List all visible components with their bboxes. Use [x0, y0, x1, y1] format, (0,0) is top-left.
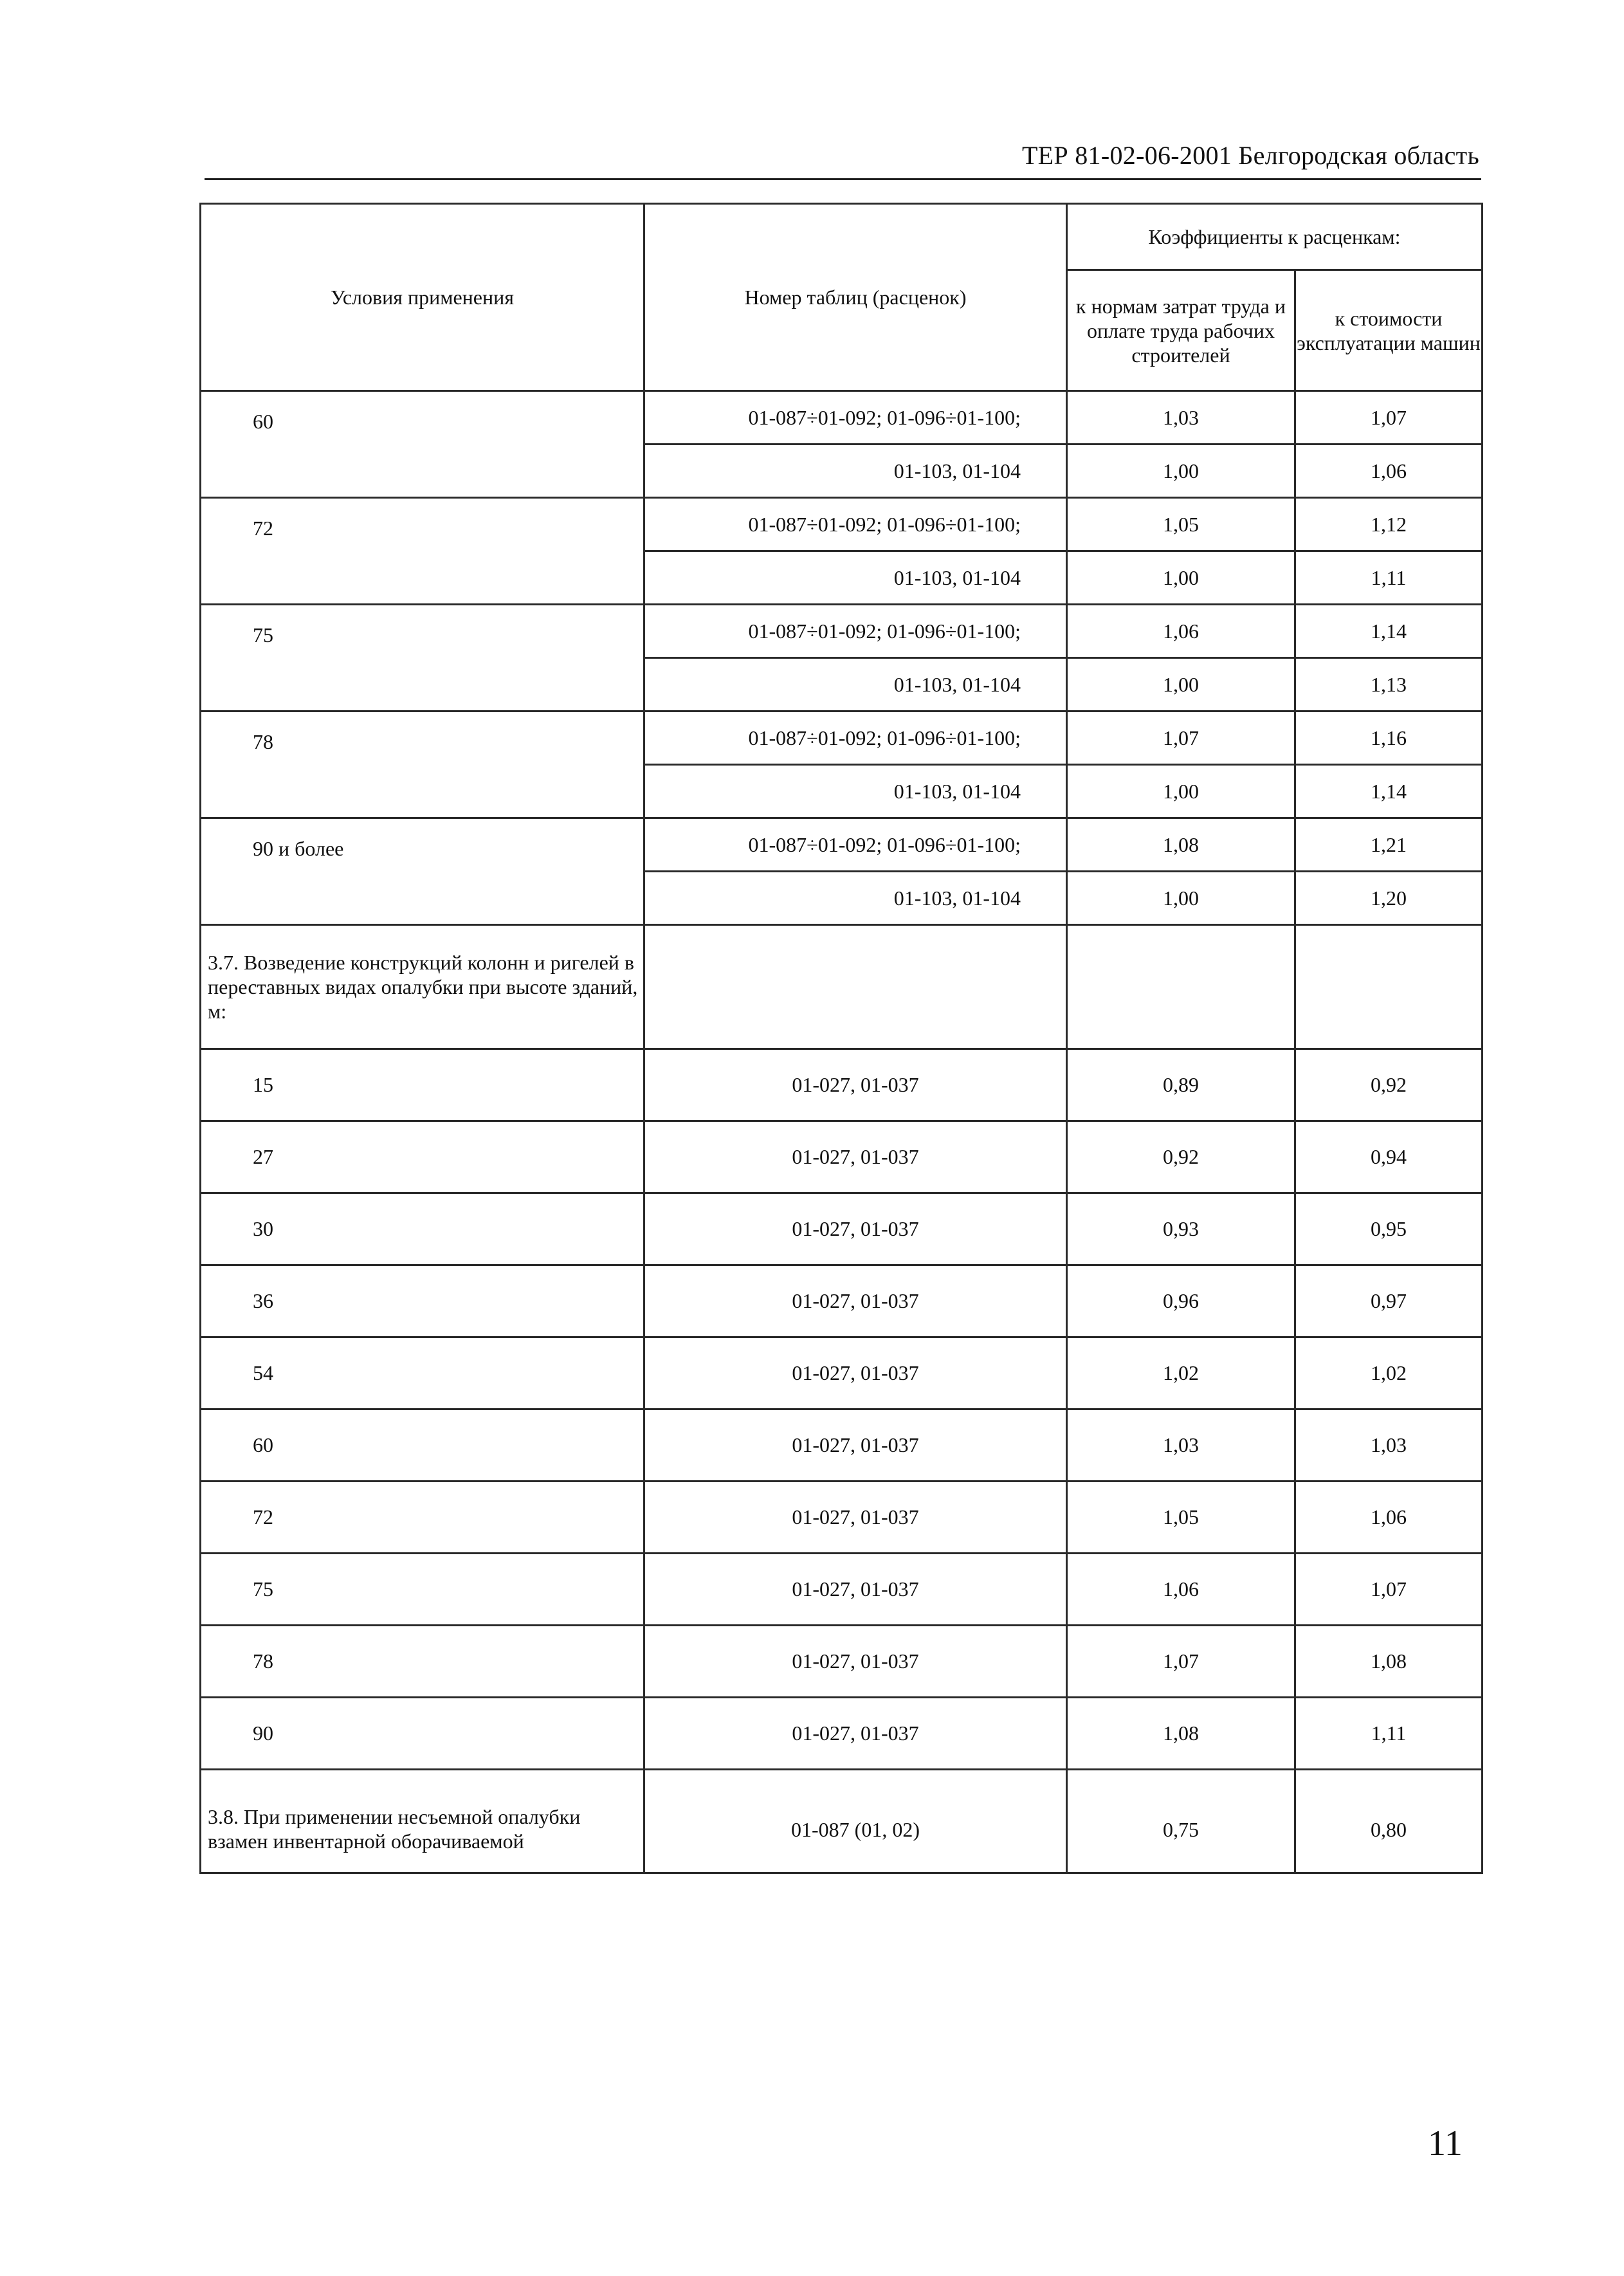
condition-cell: 27 — [201, 1121, 644, 1193]
labor-coef-cell: 0,89 — [1067, 1049, 1295, 1121]
table-row — [201, 605, 1483, 658]
header-coef-group: Коэффициенты к расценкам: — [1067, 204, 1483, 270]
table-row — [201, 391, 1483, 445]
machines-coef-cell: 0,95 — [1295, 1193, 1483, 1265]
section-3-8-text: 3.8. При применении несъемной опалубки взамен инвентарной оборачиваемой — [201, 1770, 644, 1873]
labor-coef-cell: 1,08 — [1067, 818, 1295, 872]
tables-cell: 01-027, 01-037 — [644, 1337, 1067, 1409]
header-machines: к стоимости эксплуатации машин — [1295, 270, 1483, 391]
condition-cell: 72 — [201, 1482, 644, 1554]
machines-coef-cell: 1,07 — [1295, 391, 1483, 445]
table-row — [201, 818, 1483, 872]
table-row — [201, 1626, 1483, 1698]
empty-cell — [644, 925, 1067, 1049]
condition-cell: 30 — [201, 1193, 644, 1265]
labor-coef-cell: 1,02 — [1067, 1337, 1295, 1409]
machines-coef-cell: 1,07 — [1295, 1554, 1483, 1626]
tables-cell: 01-103, 01-104 — [644, 445, 1067, 498]
tables-cell: 01-027, 01-037 — [644, 1265, 1067, 1337]
labor-coef-cell: 1,00 — [1067, 872, 1295, 925]
condition-cell: 15 — [201, 1049, 644, 1121]
condition-cell: 75 — [201, 605, 644, 711]
tables-cell: 01-027, 01-037 — [644, 1193, 1067, 1265]
machines-coef-cell: 1,13 — [1295, 658, 1483, 711]
table-row — [201, 1049, 1483, 1121]
tables-cell: 01-103, 01-104 — [644, 765, 1067, 818]
empty-cell — [1067, 925, 1295, 1049]
condition-cell: 78 — [201, 1626, 644, 1698]
table-row — [201, 1409, 1483, 1482]
labor-coef-cell: 1,00 — [1067, 765, 1295, 818]
machines-coef-cell: 0,97 — [1295, 1265, 1483, 1337]
table-row — [201, 1554, 1483, 1626]
table-row — [201, 498, 1483, 551]
condition-cell: 90 и более — [201, 818, 644, 925]
condition-cell: 60 — [201, 1409, 644, 1482]
coefficients-table — [199, 203, 1483, 1874]
labor-coef-cell: 0,75 — [1067, 1770, 1295, 1873]
labor-coef-cell: 1,08 — [1067, 1698, 1295, 1770]
labor-coef-cell: 0,96 — [1067, 1265, 1295, 1337]
table-row — [201, 1265, 1483, 1337]
machines-coef-cell: 1,20 — [1295, 872, 1483, 925]
table-row — [201, 1337, 1483, 1409]
machines-coef-cell: 1,06 — [1295, 1482, 1483, 1554]
labor-coef-cell: 1,07 — [1067, 1626, 1295, 1698]
labor-coef-cell: 0,93 — [1067, 1193, 1295, 1265]
machines-coef-cell: 1,02 — [1295, 1337, 1483, 1409]
machines-coef-cell: 1,14 — [1295, 605, 1483, 658]
header-tables: Номер таблиц (расценок) — [644, 204, 1067, 391]
section-3-7-text: 3.7. Возведение конструкций колонн и ригелей в переставных видах опалубки при высоте зданий, м: — [201, 925, 644, 1049]
tables-cell: 01-027, 01-037 — [644, 1698, 1067, 1770]
header-labor: к нормам затрат труда и оплате труда рабочих строителей — [1067, 270, 1295, 391]
labor-coef-cell: 0,92 — [1067, 1121, 1295, 1193]
labor-coef-cell: 1,00 — [1067, 445, 1295, 498]
labor-coef-cell: 1,07 — [1067, 711, 1295, 765]
condition-cell: 54 — [201, 1337, 644, 1409]
condition-cell: 72 — [201, 498, 644, 605]
machines-coef-cell: 1,21 — [1295, 818, 1483, 872]
table-row — [201, 1698, 1483, 1770]
table-row — [201, 1482, 1483, 1554]
labor-coef-cell: 1,05 — [1067, 498, 1295, 551]
machines-coef-cell: 1,11 — [1295, 551, 1483, 605]
machines-coef-cell: 1,16 — [1295, 711, 1483, 765]
section-3-8-row — [201, 1770, 1483, 1873]
page-number: 11 — [1428, 2124, 1463, 2163]
tables-cell: 01-087÷01-092; 01-096÷01-100; — [644, 711, 1067, 765]
section-3-7-row — [201, 925, 1483, 1049]
tables-cell: 01-087÷01-092; 01-096÷01-100; — [644, 391, 1067, 445]
tables-cell: 01-027, 01-037 — [644, 1482, 1067, 1554]
machines-coef-cell: 1,11 — [1295, 1698, 1483, 1770]
condition-cell: 75 — [201, 1554, 644, 1626]
condition-cell: 36 — [201, 1265, 644, 1337]
tables-cell: 01-103, 01-104 — [644, 551, 1067, 605]
machines-coef-cell: 1,12 — [1295, 498, 1483, 551]
machines-coef-cell: 1,14 — [1295, 765, 1483, 818]
labor-coef-cell: 1,00 — [1067, 658, 1295, 711]
tables-cell: 01-027, 01-037 — [644, 1049, 1067, 1121]
condition-cell: 90 — [201, 1698, 644, 1770]
tables-cell: 01-087÷01-092; 01-096÷01-100; — [644, 605, 1067, 658]
machines-coef-cell: 1,08 — [1295, 1626, 1483, 1698]
table-row — [201, 711, 1483, 765]
table-row — [201, 1193, 1483, 1265]
document-header: ТЕР 81-02-06-2001 Белгородская область — [1021, 141, 1479, 170]
tables-cell: 01-027, 01-037 — [644, 1409, 1067, 1482]
header-conditions: Условия применения — [201, 204, 644, 391]
empty-cell — [1295, 925, 1483, 1049]
table-header-row — [201, 204, 1483, 270]
tables-cell: 01-087÷01-092; 01-096÷01-100; — [644, 818, 1067, 872]
machines-coef-cell: 0,92 — [1295, 1049, 1483, 1121]
tables-cell: 01-027, 01-037 — [644, 1121, 1067, 1193]
labor-coef-cell: 1,05 — [1067, 1482, 1295, 1554]
tables-cell: 01-103, 01-104 — [644, 658, 1067, 711]
header-rule — [205, 178, 1481, 180]
tables-cell: 01-087 (01, 02) — [644, 1770, 1067, 1873]
machines-coef-cell: 1,03 — [1295, 1409, 1483, 1482]
tables-cell: 01-103, 01-104 — [644, 872, 1067, 925]
tables-cell: 01-027, 01-037 — [644, 1554, 1067, 1626]
machines-coef-cell: 0,80 — [1295, 1770, 1483, 1873]
machines-coef-cell: 1,06 — [1295, 445, 1483, 498]
condition-cell: 78 — [201, 711, 644, 818]
condition-cell: 60 — [201, 391, 644, 498]
labor-coef-cell: 1,06 — [1067, 1554, 1295, 1626]
labor-coef-cell: 1,06 — [1067, 605, 1295, 658]
tables-cell: 01-027, 01-037 — [644, 1626, 1067, 1698]
machines-coef-cell: 0,94 — [1295, 1121, 1483, 1193]
table-row — [201, 1121, 1483, 1193]
tables-cell: 01-087÷01-092; 01-096÷01-100; — [644, 498, 1067, 551]
labor-coef-cell: 1,00 — [1067, 551, 1295, 605]
labor-coef-cell: 1,03 — [1067, 1409, 1295, 1482]
labor-coef-cell: 1,03 — [1067, 391, 1295, 445]
